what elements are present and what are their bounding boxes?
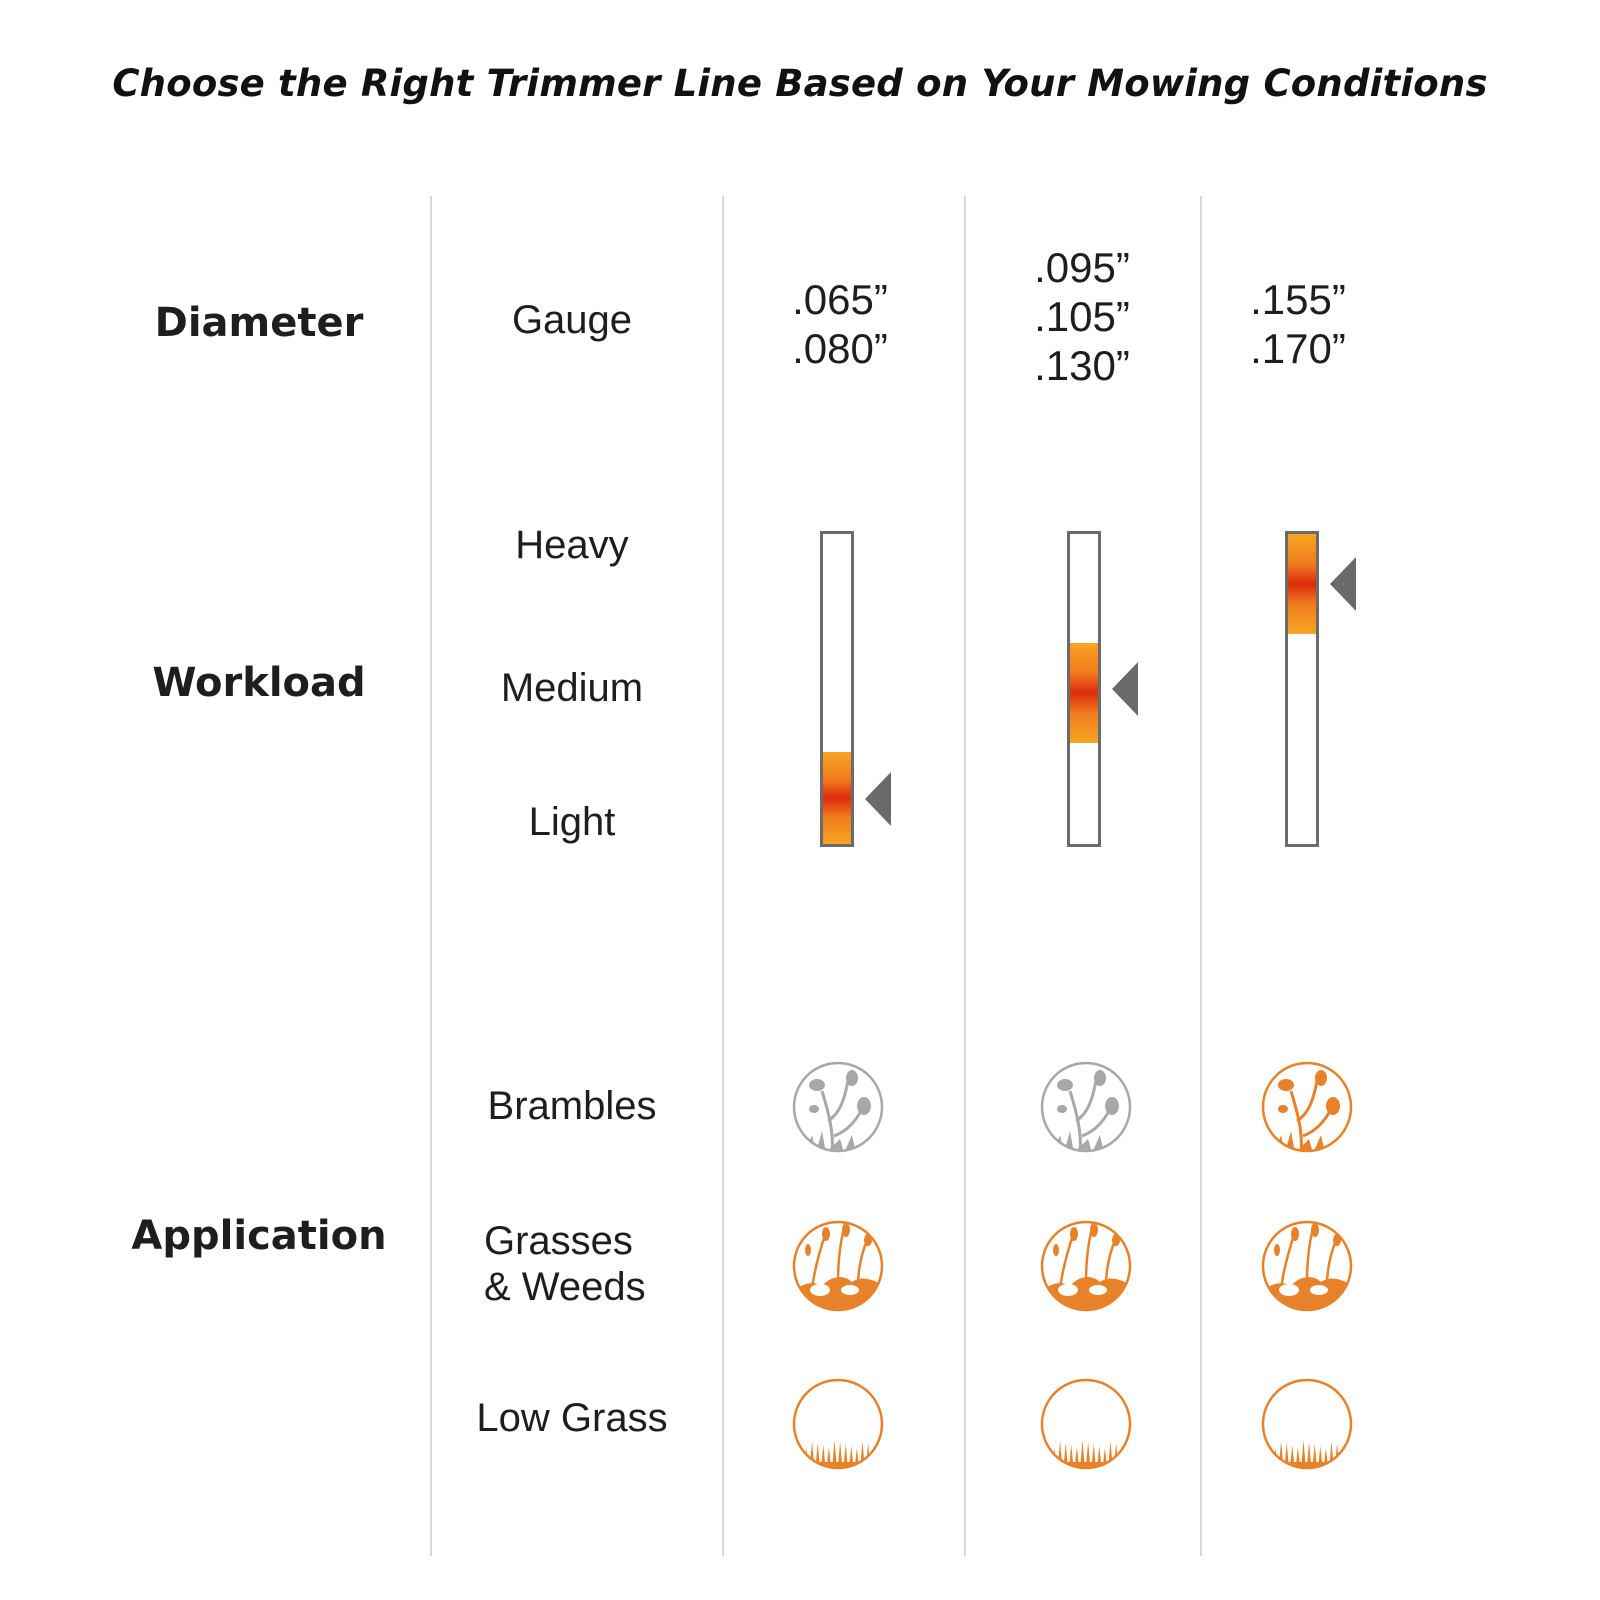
pointer-triangle-icon	[1112, 662, 1138, 716]
low-grass-icon	[1040, 1378, 1132, 1470]
row-label-light: Light	[528, 800, 616, 844]
low-grass-icon	[1261, 1378, 1353, 1470]
brambles-icon	[1040, 1061, 1132, 1153]
pointer-triangle-icon	[865, 772, 891, 826]
row-label-low-grass: Low Grass	[476, 1396, 668, 1440]
gauge-value: .170”	[1250, 325, 1346, 372]
row-label-heavy: Heavy	[515, 523, 629, 567]
grasses-weeds-icon	[1040, 1220, 1132, 1312]
gauge-value: .065”	[792, 276, 888, 323]
row-label-gauge: Gauge	[511, 298, 633, 342]
page-title: Choose the Right Trimmer Line Based on Your Mowing Conditions	[112, 62, 1488, 105]
gauge-values-col-3	[1178, 275, 1418, 373]
section-label-workload: Workload	[152, 660, 366, 706]
gauge-value: .080”	[792, 325, 888, 372]
grasses-weeds-icon	[792, 1220, 884, 1312]
workload-level-fill	[823, 752, 851, 844]
workload-meter-col-2	[1067, 531, 1101, 847]
workload-level-fill	[1070, 643, 1098, 743]
gauge-value: .155”	[1250, 276, 1346, 323]
workload-meter-col-3	[1285, 531, 1319, 847]
workload-meter-col-1	[820, 531, 854, 847]
gauge-value: .130”	[1034, 342, 1130, 389]
brambles-icon	[1261, 1061, 1353, 1153]
column-divider	[964, 196, 966, 1556]
gauge-value: .095”	[1034, 244, 1130, 291]
section-label-diameter: Diameter	[154, 300, 364, 346]
brambles-icon	[792, 1061, 884, 1153]
row-label-grasses-weeds	[422, 1218, 722, 1310]
gauge-values-col-1	[720, 275, 960, 373]
row-label-brambles: Brambles	[487, 1084, 657, 1128]
gauge-value: .105”	[1034, 293, 1130, 340]
gauge-values-col-2	[962, 243, 1202, 390]
workload-level-fill	[1288, 534, 1316, 634]
row-label-grasses-line1: Grasses	[484, 1219, 633, 1263]
column-divider	[1200, 196, 1202, 1556]
grasses-weeds-icon	[1261, 1220, 1353, 1312]
column-divider	[430, 196, 432, 1556]
row-label-grasses-line2: & Weeds	[484, 1265, 646, 1309]
low-grass-icon	[792, 1378, 884, 1470]
column-divider	[722, 196, 724, 1556]
row-label-medium: Medium	[500, 666, 644, 710]
pointer-triangle-icon	[1330, 557, 1356, 611]
section-label-application: Application	[131, 1213, 387, 1259]
